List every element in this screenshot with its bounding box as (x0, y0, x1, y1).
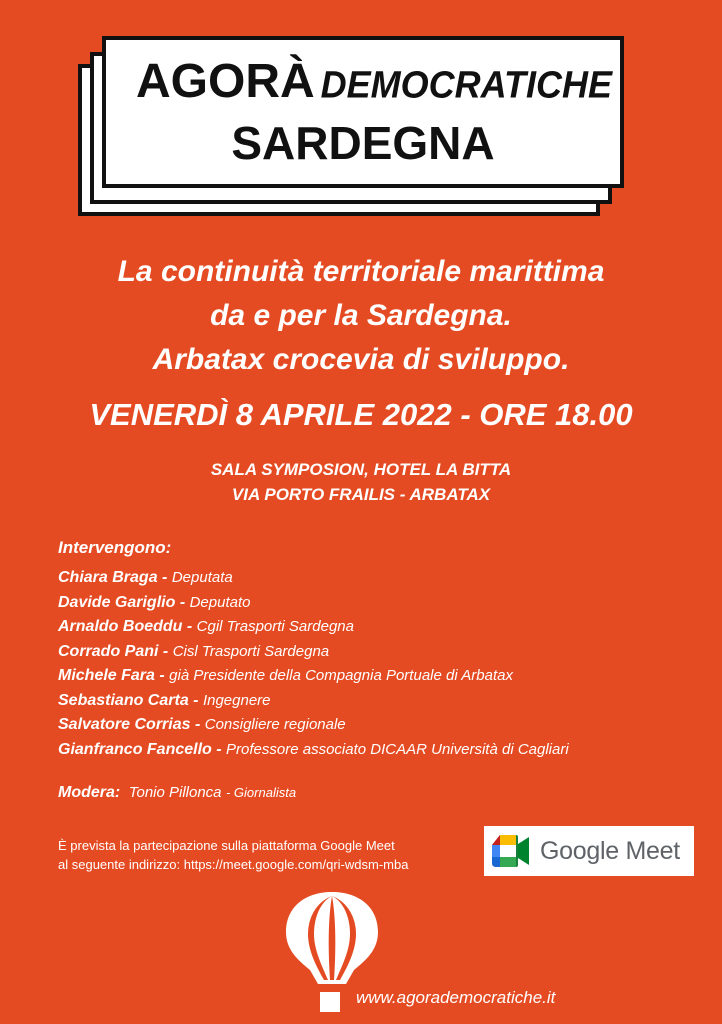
header-title-line1 (136, 54, 612, 109)
header-sardegna: SARDEGNA (231, 117, 495, 169)
speakers-heading: Intervengono: (58, 538, 172, 557)
venue-line: SALA SYMPOSION, HOTEL LA BITTA (210, 460, 512, 479)
speaker-item (58, 713, 708, 738)
speaker-item (58, 664, 708, 689)
speaker-name: Arnaldo Boeddu - (58, 618, 193, 635)
speaker-name: Salvatore Corrias - (58, 716, 201, 733)
moderator-line (58, 784, 296, 802)
google-meet-label: Google Meet (540, 836, 680, 865)
speaker-name: Gianfranco Fancello - (58, 740, 222, 758)
speaker-role: già Presidente della Compagnia Portuale di Arbatax (169, 667, 513, 684)
speaker-name: Davide Gariglio - (58, 593, 186, 611)
speaker-name: Sebastiano Carta - (58, 691, 199, 709)
subtitle-line: da e per la Sardegna. (210, 299, 512, 332)
speaker-role: Professore associato DICAAR Università di Cagliari (226, 740, 569, 758)
moderator-role: - Giornalista (225, 785, 297, 800)
event-subtitle (0, 250, 722, 382)
speaker-name: Michele Fara - (58, 667, 165, 684)
speaker-role: Cisl Trasporti Sardegna (172, 642, 330, 660)
speaker-role: Ingegnere (202, 691, 271, 709)
event-venue (0, 457, 722, 507)
moderator-label: Modera: (58, 784, 121, 801)
speaker-item (58, 689, 708, 714)
moderator-name: Tonio Pillonca (128, 784, 222, 801)
speaker-item (58, 640, 708, 665)
speaker-role: Consigliere regionale (204, 716, 346, 733)
speaker-name: Chiara Braga - (58, 569, 168, 586)
speakers-list (58, 538, 708, 762)
website-link[interactable]: www.agorademocratiche.it (356, 988, 556, 1007)
meet-note (58, 836, 478, 874)
header-agora: AGORÀ (136, 55, 315, 108)
speaker-item (58, 566, 708, 591)
header-democratiche: DEMOCRATICHE (320, 62, 612, 106)
speaker-name: Corrado Pani - (58, 642, 169, 660)
meet-note-line: È prevista la partecipazione sulla piattaforma Google Meet (58, 838, 395, 853)
speaker-role: Deputato (189, 593, 251, 611)
meet-note-line: al seguente indirizzo: https://meet.google.com/qri-wdsm-mba (58, 857, 409, 872)
speaker-item (58, 615, 708, 640)
speaker-role: Cgil Trasporti Sardegna (196, 618, 354, 635)
header-card-front (102, 36, 624, 188)
venue-line: VIA PORTO FRAILIS - ARBATAX (231, 485, 491, 504)
subtitle-line: Arbatax crocevia di sviluppo. (152, 343, 570, 376)
speaker-role: Deputata (171, 569, 233, 586)
event-date: VENERDÌ 8 APRILE 2022 - ORE 18.00 (89, 397, 633, 432)
subtitle-line: La continuità territoriale marittima (117, 255, 605, 288)
header-logo-block (78, 40, 618, 218)
google-meet-icon (492, 835, 530, 867)
google-meet-badge (484, 826, 694, 876)
speaker-item (58, 738, 708, 763)
speaker-item (58, 591, 708, 616)
